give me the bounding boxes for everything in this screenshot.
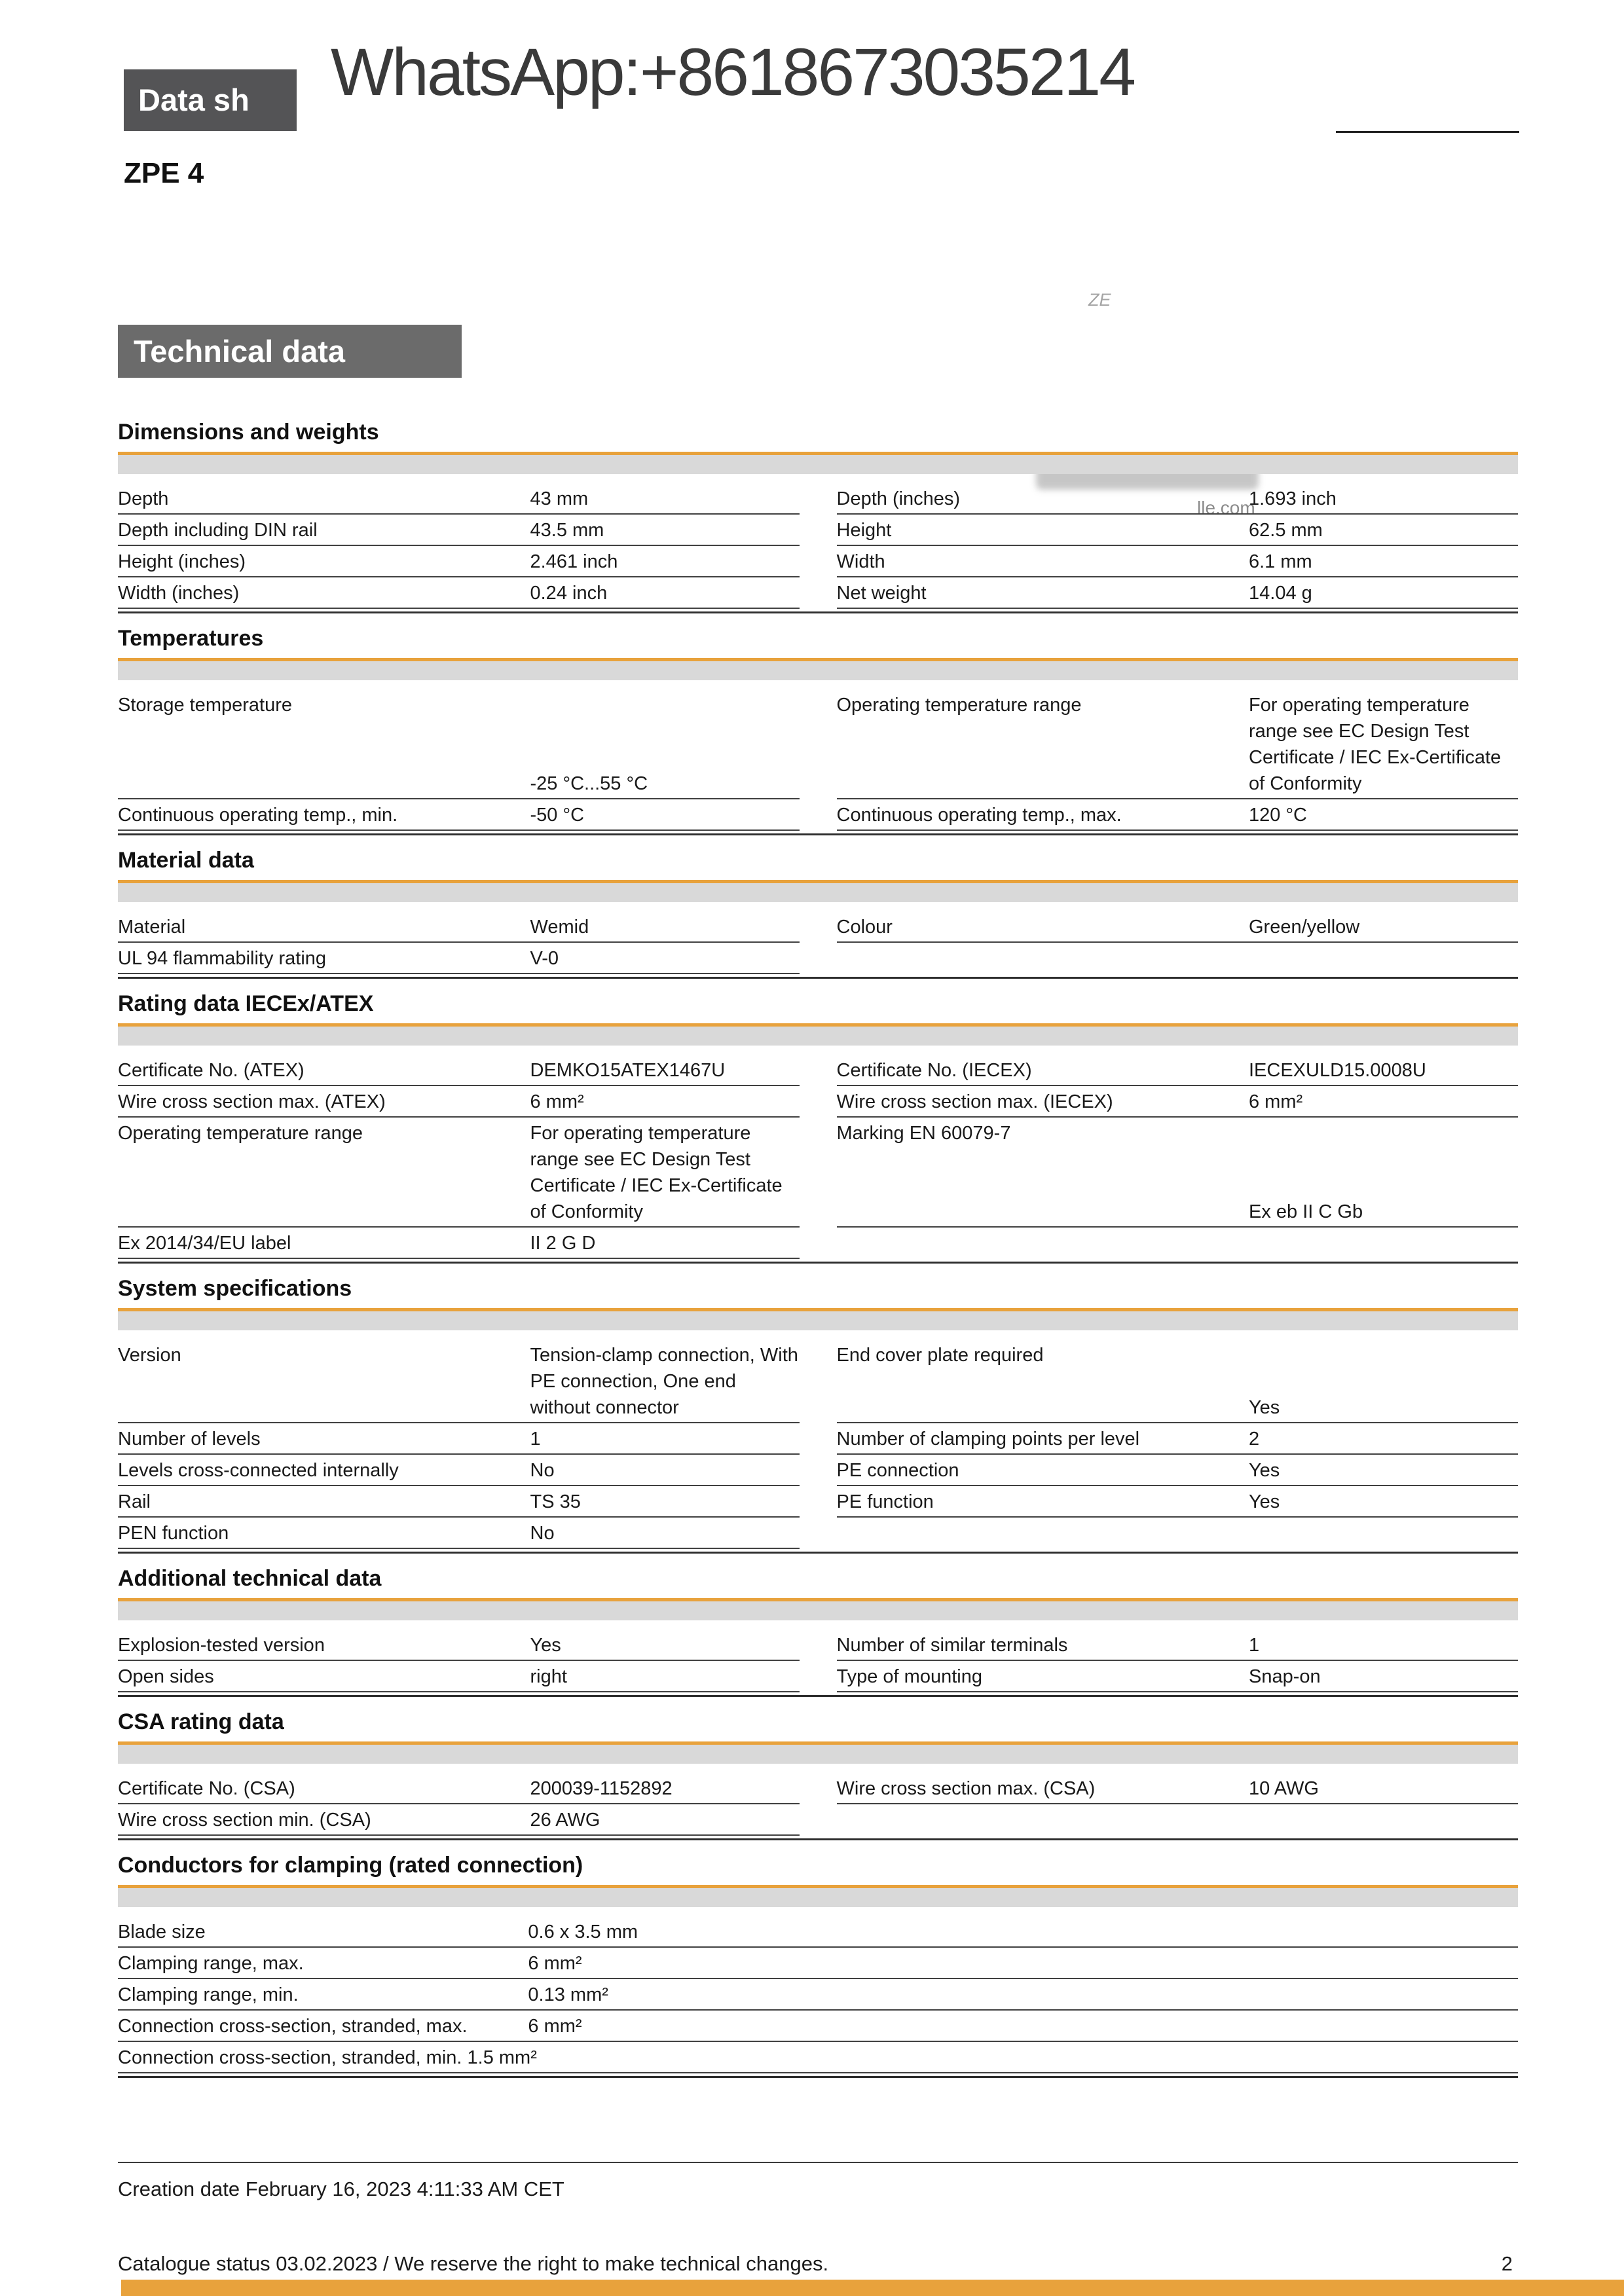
table-row [118, 799, 1518, 831]
sections [118, 419, 1518, 2090]
row-cell [118, 1950, 1518, 1979]
row-cell [837, 580, 1519, 609]
cell-value: Ex eb II C Gb [1249, 1201, 1363, 1222]
section-band [118, 658, 1518, 680]
cell-value: 0.13 mm² [528, 1984, 608, 2005]
cell-label: Operating temperature range [118, 1123, 363, 1144]
cell-value: Yes [1249, 1397, 1280, 1418]
table-row [118, 1661, 1518, 1692]
creation-date: Creation date February 16, 2023 4:11:33 AM CET [118, 2178, 564, 2200]
row-cell [118, 1776, 800, 1804]
row-cell [837, 945, 1519, 974]
cell-label: Wire cross section min. (CSA) [118, 1810, 371, 1831]
cell-value: 6 mm² [528, 1953, 582, 1974]
cell-label: Number of levels [118, 1429, 261, 1449]
table-row [118, 1055, 1518, 1086]
section-band [118, 1741, 1518, 1764]
row-cell [118, 549, 800, 577]
section-title: Additional technical data [118, 1566, 382, 1591]
section-band [118, 1308, 1518, 1330]
row-cell [118, 580, 800, 609]
cell-label: Number of similar terminals [836, 1635, 1068, 1656]
table-row [118, 1086, 1518, 1118]
section-end-rule [118, 1262, 1518, 1264]
cell-label: Continuous operating temp., min. [118, 805, 398, 826]
row-cell [837, 1426, 1519, 1455]
watermark-text: WhatsApp:+8618673035214 [331, 35, 1134, 109]
cell-label: Width [836, 551, 885, 572]
table-row [118, 2042, 1518, 2073]
cell-value: 43.5 mm [530, 520, 604, 541]
cell-value: 120 °C [1249, 805, 1307, 826]
footer-rule [118, 2162, 1518, 2163]
section-end-rule [118, 833, 1518, 835]
table-row [118, 1339, 1518, 1423]
cell-value: Green/yellow [1249, 917, 1360, 938]
row-cell [837, 914, 1519, 943]
table-row [118, 1948, 1518, 1979]
row-cell [118, 1489, 800, 1518]
row-cell [118, 945, 800, 974]
table-row [118, 515, 1518, 546]
cell-value: 0.6 x 3.5 mm [528, 1922, 638, 1942]
watermark-mid-text: lle.com [1197, 498, 1255, 518]
cell-value: 10 AWG [1249, 1778, 1319, 1799]
table-row [118, 1228, 1518, 1259]
cell-label: Certificate No. (ATEX) [118, 1060, 304, 1081]
row-cell [118, 2013, 1518, 2042]
section [118, 991, 1518, 1264]
section-title: System specifications [118, 1276, 352, 1301]
cell-label: PEN function [118, 1523, 229, 1544]
row-cell [118, 914, 800, 943]
table-row [118, 1118, 1518, 1228]
row-cell [118, 1664, 800, 1692]
section [118, 1565, 1518, 1697]
cell-value: IECEXULD15.0008U [1249, 1060, 1426, 1081]
cell-label: Depth including DIN rail [118, 520, 318, 541]
row-cell [118, 1230, 800, 1259]
cell-label: PE connection [836, 1460, 959, 1481]
cell-value: DEMKO15ATEX1467U [530, 1060, 726, 1081]
cell-value: No [530, 1523, 555, 1544]
cell-value: 1 [1249, 1635, 1260, 1656]
cell-label: Ex 2014/34/EU label [118, 1233, 291, 1254]
section-end-rule [118, 1838, 1518, 1840]
cell-label: Levels cross-connected internally [118, 1460, 399, 1481]
cell-value: 2.461 inch [530, 551, 618, 572]
cell-label: Wire cross section max. (ATEX) [118, 1091, 386, 1112]
cell-label: Width (inches) [118, 583, 240, 604]
cell-value: 6.1 mm [1249, 551, 1312, 572]
cell-label: Material [118, 917, 186, 938]
table-row [118, 1916, 1518, 1948]
cell-value: 14.04 g [1249, 583, 1312, 604]
cell-value: No [530, 1460, 555, 1481]
section-end-rule [118, 977, 1518, 979]
table-row [118, 1455, 1518, 1486]
cell-value: 200039-1152892 [530, 1778, 673, 1799]
cell-value: Tension-clamp connection, With PE connection, One end without connector [530, 1345, 798, 1418]
row-cell [118, 1520, 800, 1549]
table-row [118, 911, 1518, 943]
cell-label: Explosion-tested version [118, 1635, 325, 1656]
row-cell [837, 549, 1519, 577]
watermark-corner-mark: ZE [1088, 290, 1111, 310]
cell-label: Rail [118, 1491, 151, 1512]
section-band [118, 1885, 1518, 1907]
cell-value: Yes [1249, 1460, 1280, 1481]
section-band [118, 1023, 1518, 1046]
section-end-rule [118, 611, 1518, 613]
row-cell [837, 692, 1519, 799]
row-cell [118, 2045, 1518, 2073]
cell-label: UL 94 flammability rating [118, 948, 327, 969]
section-end-rule [118, 2076, 1518, 2078]
cell-label: Storage temperature [118, 695, 292, 716]
cell-label: Open sides [118, 1666, 214, 1687]
table-row [118, 1979, 1518, 2011]
row-cell [118, 1457, 800, 1486]
table-row [118, 1804, 1518, 1836]
cell-value: 6 mm² [1249, 1091, 1303, 1112]
cell-label: Wire cross section max. (CSA) [836, 1778, 1096, 1799]
table-row [118, 1423, 1518, 1455]
cell-value: -25 °C...55 °C [530, 773, 648, 794]
cell-label: Colour [836, 917, 893, 938]
row-cell [837, 1489, 1519, 1518]
cell-value: 6 mm² [530, 1091, 584, 1112]
row-cell [118, 1982, 1518, 2011]
table-row [118, 577, 1518, 609]
row-cell [118, 1089, 800, 1118]
section-title: Temperatures [118, 626, 264, 651]
footer-accent-bar [121, 2280, 1624, 2296]
section-band [118, 452, 1518, 474]
cell-label: Continuous operating temp., max. [836, 805, 1122, 826]
cell-value: For operating temperature range see EC Design Test Certificate / IEC Ex-Certificate of Conformity [1249, 695, 1502, 794]
section-title: Conductors for clamping (rated connection) [118, 1853, 583, 1878]
table-row [118, 1773, 1518, 1804]
cell-label: End cover plate required [836, 1345, 1044, 1366]
row-cell [118, 1807, 800, 1836]
cell-value: 2 [1249, 1429, 1260, 1449]
cell-label: Operating temperature range [836, 695, 1082, 716]
cell-value: 1.693 inch [1249, 488, 1337, 509]
cell-label: Clamping range, min. [118, 1984, 299, 2005]
cell-value: 62.5 mm [1249, 520, 1323, 541]
row-cell [837, 1057, 1519, 1086]
cell-value: 6 mm² [528, 2016, 582, 2037]
row-cell [118, 802, 800, 831]
cell-value: II 2 G D [530, 1233, 596, 1254]
cell-label: Certificate No. (CSA) [118, 1778, 295, 1799]
section [118, 625, 1518, 835]
cell-value: 43 mm [530, 488, 589, 509]
table-row [118, 1486, 1518, 1518]
cell-value: 0.24 inch [530, 583, 608, 604]
cell-value: For operating temperature range see EC Design Test Certificate / IEC Ex-Certificate of Conformity [530, 1123, 783, 1222]
section [118, 419, 1518, 613]
cell-value: 26 AWG [530, 1810, 600, 1831]
row-cell [837, 1120, 1519, 1228]
row-cell [837, 1664, 1519, 1692]
cell-value: V-0 [530, 948, 559, 969]
row-cell [118, 1342, 800, 1423]
row-cell [837, 1089, 1519, 1118]
table-row [118, 1518, 1518, 1549]
cell-label: Height (inches) [118, 551, 246, 572]
cell-value: TS 35 [530, 1491, 581, 1512]
cell-label: Connection cross-section, stranded, max. [118, 2016, 468, 2037]
cell-label: PE function [836, 1491, 934, 1512]
section [118, 1275, 1518, 1554]
section-band [118, 1598, 1518, 1620]
row-cell [837, 1776, 1519, 1804]
row-cell [118, 486, 800, 515]
row-cell [837, 1230, 1519, 1259]
section-title: Dimensions and weights [118, 420, 379, 445]
table-row [118, 689, 1518, 799]
section-title: Rating data IECEx/ATEX [118, 991, 374, 1016]
cell-value: -50 °C [530, 805, 585, 826]
section-band [118, 880, 1518, 902]
row-cell [118, 1919, 1518, 1948]
cell-label: Version [118, 1345, 181, 1366]
doc-type-label: Data sh [124, 69, 297, 131]
cell-value: right [530, 1666, 567, 1687]
row-cell [837, 802, 1519, 831]
table-row [118, 483, 1518, 515]
cell-label: Blade size [118, 1922, 206, 1942]
technical-data-banner: Technical data [118, 325, 462, 378]
row-cell [837, 1342, 1519, 1423]
row-cell [837, 1520, 1519, 1549]
cell-label: Number of clamping points per level [836, 1429, 1140, 1449]
cell-label: Clamping range, max. [118, 1953, 304, 1974]
row-cell [118, 517, 800, 546]
cell-value: Snap-on [1249, 1666, 1321, 1687]
row-cell [118, 1632, 800, 1661]
header-rule [1336, 131, 1519, 133]
row-cell [837, 517, 1519, 546]
cell-label: Wire cross section max. (IECEX) [836, 1091, 1113, 1112]
table-row [118, 546, 1518, 577]
section-end-rule [118, 1695, 1518, 1697]
section [118, 847, 1518, 979]
cell-value: 1 [530, 1429, 541, 1449]
cell-label: Marking EN 60079-7 [836, 1123, 1011, 1144]
cell-value: Wemid [530, 917, 589, 938]
section-end-rule [118, 1552, 1518, 1554]
row-cell [837, 1457, 1519, 1486]
row-cell [118, 692, 800, 799]
cell-label: Depth [118, 488, 169, 509]
table-row [118, 943, 1518, 974]
row-cell [837, 1632, 1519, 1661]
table-row [118, 1630, 1518, 1661]
cell-label: Connection cross-section, stranded, min. 1.5 mm² [118, 2047, 537, 2068]
cell-value: Yes [1249, 1491, 1280, 1512]
table-row [118, 2011, 1518, 2042]
cell-label: Height [836, 520, 892, 541]
page-number: 2 [1501, 2252, 1513, 2275]
cell-label: Net weight [836, 583, 927, 604]
cell-label: Certificate No. (IECEX) [836, 1060, 1032, 1081]
row-cell [118, 1426, 800, 1455]
product-title: ZPE 4 [124, 157, 204, 189]
section [118, 1709, 1518, 1840]
row-cell [837, 1807, 1519, 1836]
section-title: Material data [118, 848, 254, 873]
cell-value: Yes [530, 1635, 561, 1656]
cell-label: Type of mounting [836, 1666, 982, 1687]
row-cell [118, 1057, 800, 1086]
catalogue-status: Catalogue status 03.02.2023 / We reserve the right to make technical changes. [118, 2252, 829, 2275]
section [118, 1852, 1518, 2078]
section-title: CSA rating data [118, 1709, 284, 1734]
row-cell [837, 486, 1519, 515]
cell-label: Depth (inches) [836, 488, 961, 509]
row-cell [118, 1120, 800, 1228]
